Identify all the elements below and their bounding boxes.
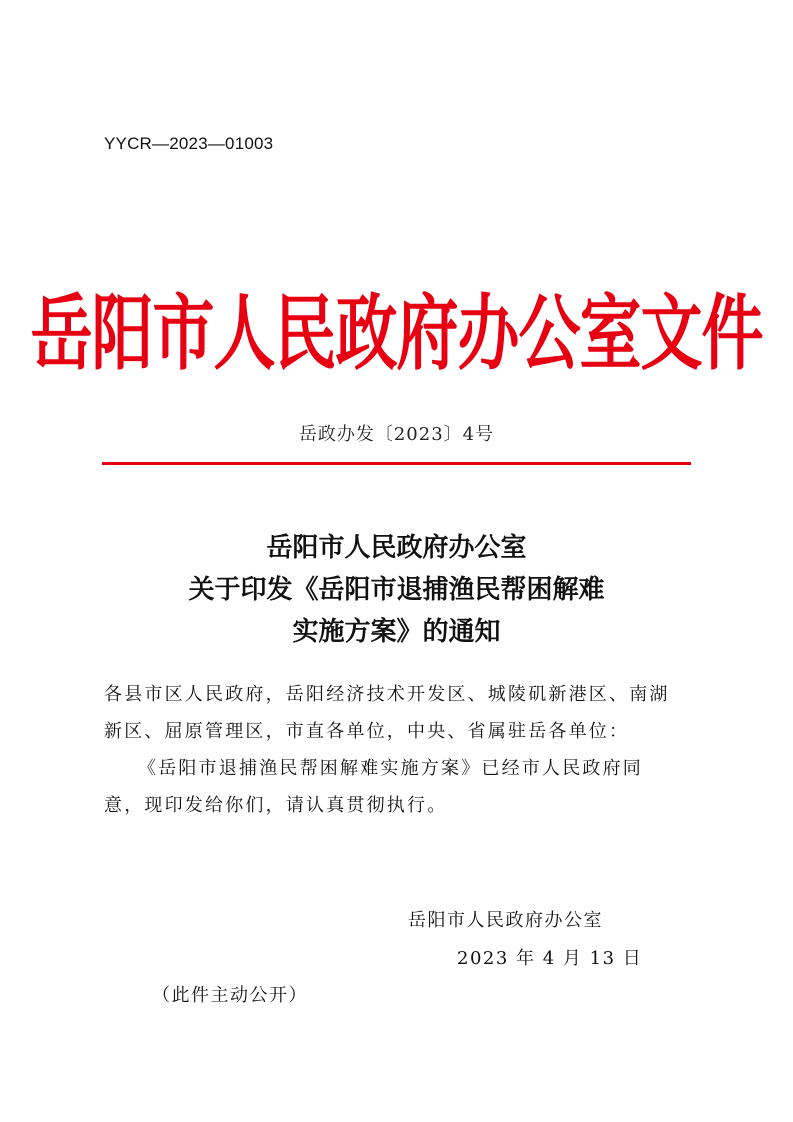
disclosure-note: （此件主动公开） (152, 985, 308, 1006)
document-number: 岳政办发〔2023〕4号 (298, 424, 495, 445)
body-line-2: 意，现印发给你们，请认真贯彻执行。 (104, 795, 448, 816)
masthead-title: 岳阳市人民政府办公室文件 (30, 285, 763, 382)
signing-date: 2023 年 4 月 13 日 (457, 948, 643, 969)
addressee-line-1: 各县市区人民政府，岳阳经济技术开发区、城陵矶新港区、南湖 (104, 684, 670, 705)
signing-authority: 岳阳市人民政府办公室 (408, 910, 603, 931)
addressee-line-2: 新区、屈原管理区，市直各单位，中央、省属驻岳各单位： (104, 721, 630, 742)
body-line-1: 《岳阳市退捕渔民帮困解难实施方案》已经市人民政府同 (138, 758, 643, 779)
notice-title-line-2: 关于印发《岳阳市退捕渔民帮困解难 (188, 575, 605, 605)
notice-title (0, 527, 793, 653)
red-divider-line (102, 462, 691, 465)
document-code: YYCR—2023—01003 (104, 134, 274, 153)
notice-body (104, 676, 694, 824)
notice-title-line-3: 实施方案》的通知 (292, 617, 501, 647)
notice-title-line-1: 岳阳市人民政府办公室 (266, 533, 527, 563)
